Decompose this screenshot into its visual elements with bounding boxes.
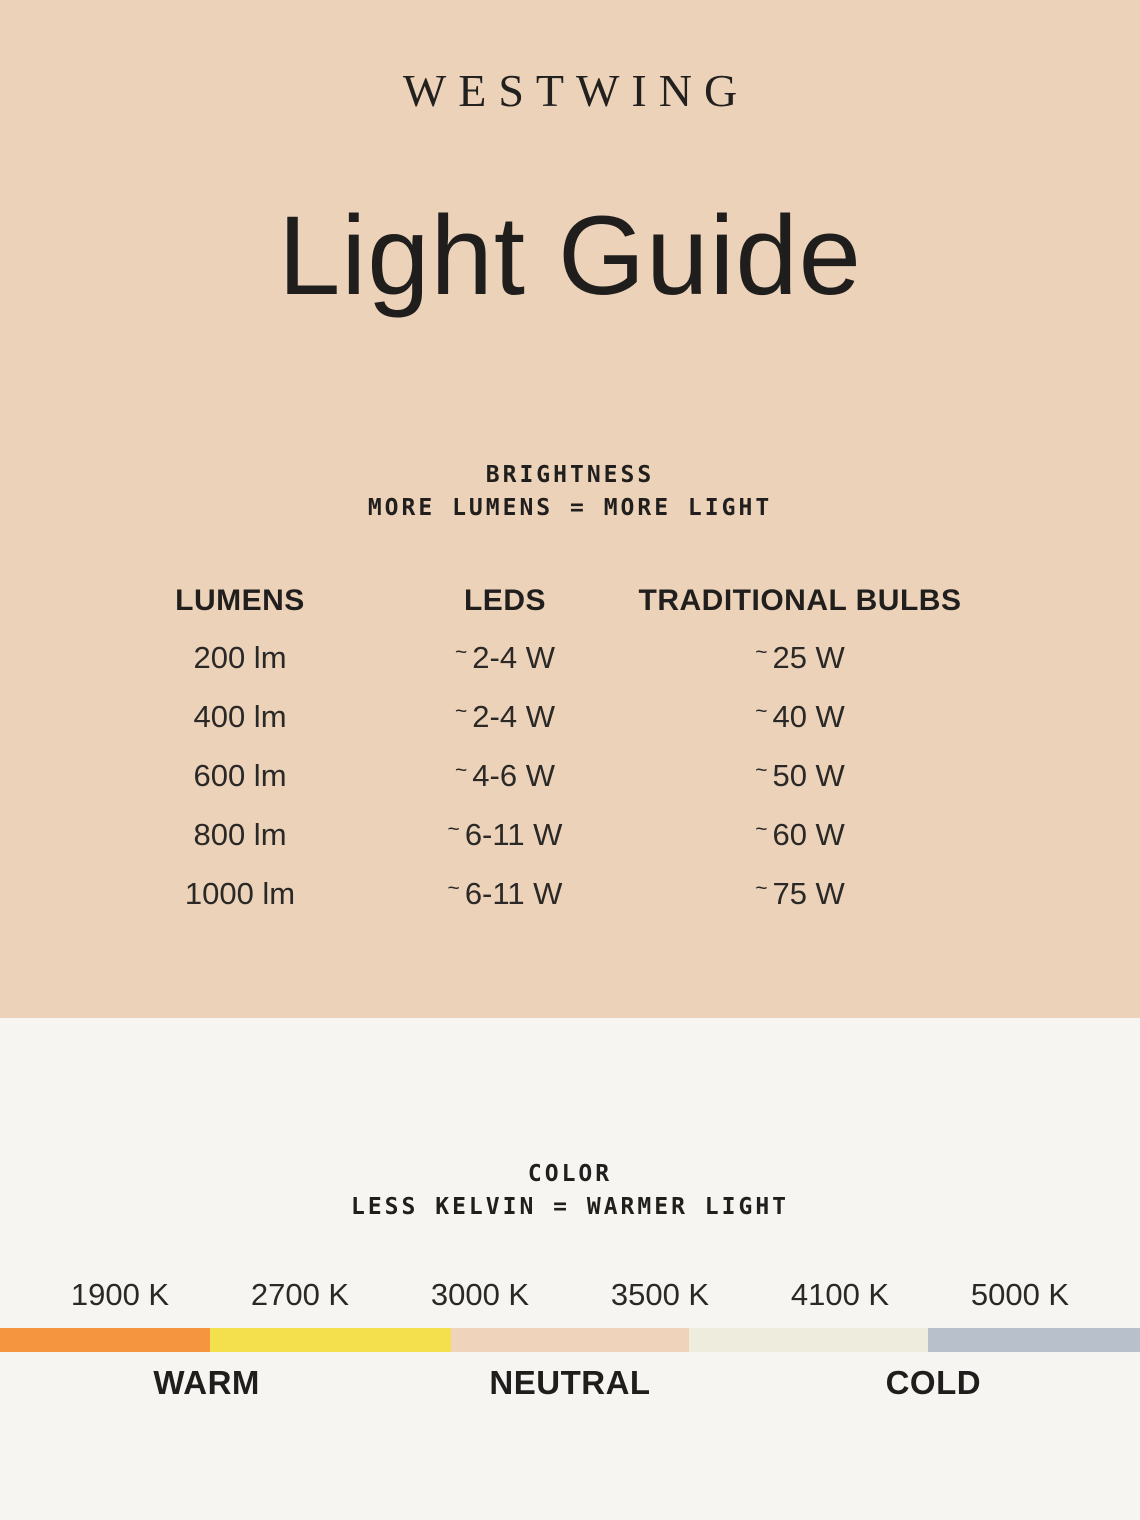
scale-segment-warm-orange xyxy=(0,1328,210,1352)
approx-symbol: ~ xyxy=(755,759,768,782)
kelvin-label: 1900 K xyxy=(70,1277,170,1312)
table-cell-lumens: 600 lm xyxy=(193,758,287,793)
page-title: Light Guide xyxy=(278,193,862,318)
kelvin-label: 3000 K xyxy=(430,1277,530,1312)
table-cell-traditional xyxy=(630,748,970,807)
color-heading: COLOR xyxy=(527,1161,613,1187)
brightness-intro xyxy=(0,464,1140,520)
table-cell-lumens: 800 lm xyxy=(193,817,287,852)
column-header-leds: LEDS xyxy=(463,584,546,617)
temperature-label-cold: COLD xyxy=(885,1364,982,1401)
approx-symbol: ~ xyxy=(455,641,468,664)
approx-symbol: ~ xyxy=(755,641,768,664)
table-cell-leds xyxy=(380,748,630,807)
table-cell-traditional xyxy=(630,807,970,866)
traditional-value: 60 W xyxy=(772,817,845,852)
brand-logo: WESTWING xyxy=(402,65,750,116)
table-cell-leds xyxy=(380,807,630,866)
table-cell-leds xyxy=(380,630,630,689)
column-header-lumens: LUMENS xyxy=(175,584,305,617)
table-cell-traditional xyxy=(630,689,970,748)
table-cell-leds xyxy=(380,689,630,748)
traditional-value: 25 W xyxy=(772,640,845,675)
kelvin-scale-labels xyxy=(0,1279,1140,1310)
scale-segment-neutral-peach xyxy=(451,1328,688,1352)
kelvin-label: 4100 K xyxy=(790,1277,890,1312)
table-cell-leds xyxy=(380,866,630,925)
leds-value: 2-4 W xyxy=(472,699,555,734)
table-cell-lumens: 200 lm xyxy=(193,640,287,675)
color-temperature-scale-bar xyxy=(0,1328,1140,1352)
leds-value: 4-6 W xyxy=(472,758,555,793)
temperature-label-warm: WARM xyxy=(153,1364,260,1401)
color-temperature-section xyxy=(0,1018,1140,1520)
temperature-labels xyxy=(0,1366,1140,1399)
leds-value: 2-4 W xyxy=(472,640,555,675)
table-cell-traditional xyxy=(630,866,970,925)
traditional-value: 40 W xyxy=(772,699,845,734)
leds-value: 6-11 W xyxy=(464,876,563,911)
approx-symbol: ~ xyxy=(447,877,460,900)
temperature-label-neutral: NEUTRAL xyxy=(489,1364,651,1401)
lumens-table xyxy=(100,586,970,925)
approx-symbol: ~ xyxy=(755,700,768,723)
kelvin-label: 5000 K xyxy=(970,1277,1070,1312)
scale-segment-neutral-cream xyxy=(689,1328,928,1352)
traditional-value: 50 W xyxy=(772,758,845,793)
color-intro xyxy=(0,1018,1140,1219)
kelvin-label: 3500 K xyxy=(610,1277,710,1312)
approx-symbol: ~ xyxy=(755,877,768,900)
approx-symbol: ~ xyxy=(455,700,468,723)
kelvin-label: 2700 K xyxy=(250,1277,350,1312)
table-cell-lumens: 1000 lm xyxy=(184,876,296,911)
column-header-traditional-bulbs: TRADITIONAL BULBS xyxy=(638,584,962,617)
traditional-value: 75 W xyxy=(772,876,845,911)
approx-symbol: ~ xyxy=(755,818,768,841)
approx-symbol: ~ xyxy=(447,818,460,841)
brightness-subheading: MORE LUMENS = MORE LIGHT xyxy=(367,495,773,521)
leds-value: 6-11 W xyxy=(464,817,563,852)
table-cell-lumens: 400 lm xyxy=(193,699,287,734)
scale-segment-warm-yellow xyxy=(210,1328,452,1352)
color-subheading: LESS KELVIN = WARMER LIGHT xyxy=(350,1194,790,1220)
table-cell-traditional xyxy=(630,630,970,689)
approx-symbol: ~ xyxy=(455,759,468,782)
brightness-heading: BRIGHTNESS xyxy=(485,462,655,488)
scale-segment-cold-bluegray xyxy=(928,1328,1140,1352)
